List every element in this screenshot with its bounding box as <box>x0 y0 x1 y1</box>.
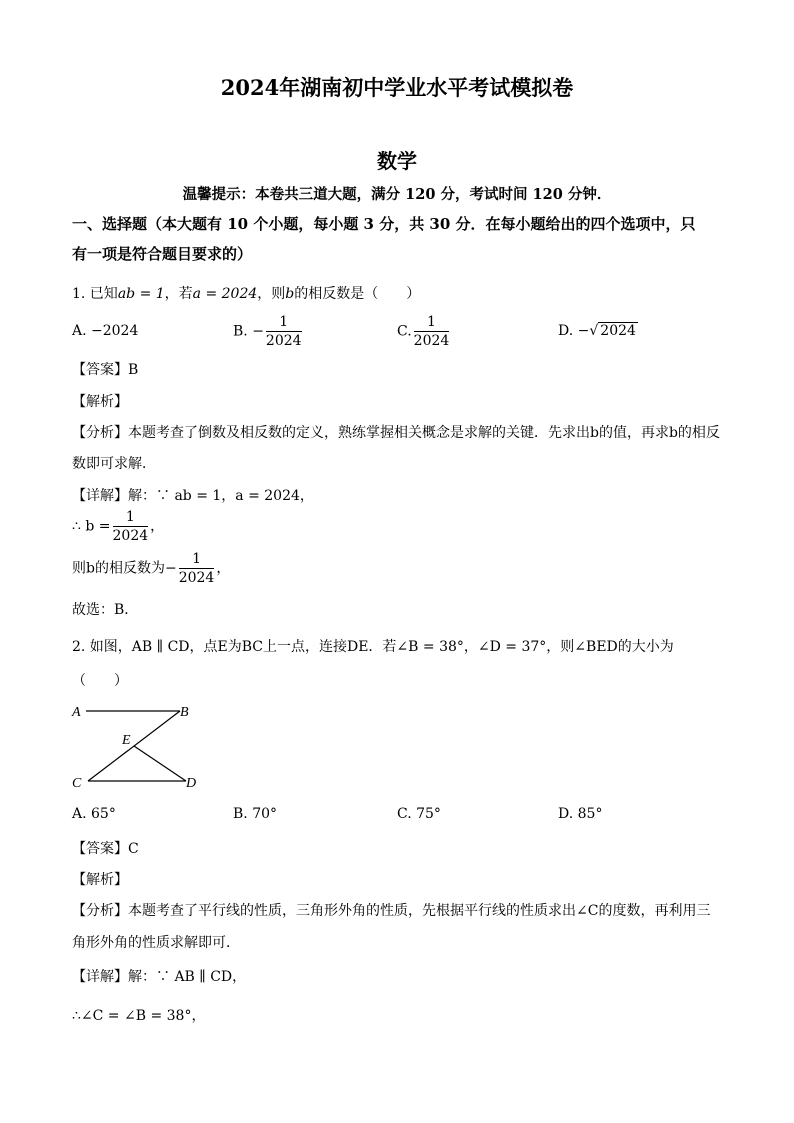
q1-math-a: a = 2024 <box>192 286 258 302</box>
q1-option-c <box>397 313 451 350</box>
q2-detail-line1: 【详解】解：∵ AB ∥ CD， <box>72 969 247 985</box>
q2-option-d: D. 85° <box>558 806 603 822</box>
q2-option-c: C. 75° <box>397 806 441 822</box>
q1-math-b: b <box>285 286 295 302</box>
q2-analysis-line2: 角形外角的性质求解即可． <box>72 935 240 951</box>
q1-detail-line4: 故选：B． <box>72 602 139 618</box>
q1-option-b-label: B. − <box>233 323 264 340</box>
q1-option-c-num: 1 <box>414 313 450 332</box>
q1-stem-part: 1. 已知 <box>72 286 118 302</box>
q2-stem-line1: 2. 如图，AB ∥ CD，点E为BC上一点，连接DE．若∠B = 38°，∠D = 37°，则∠BED的大小为 <box>72 639 674 655</box>
label-e: E <box>122 733 131 748</box>
q1-option-b-den: 2024 <box>265 333 302 349</box>
q1-detail2-post: ， <box>150 518 165 535</box>
section-heading-line1: 一、选择题（本大题有 10 个小题，每小题 3 分，共 30 分．在每小题给出的四个选项中，只 <box>72 215 696 233</box>
q2-answer: 【答案】C <box>72 841 139 857</box>
q1-detail3-num: 1 <box>179 550 215 569</box>
q2-stem-line2: （ ） <box>72 673 128 689</box>
q1-detail-line1: 【详解】解：∵ ab = 1，a = 2024， <box>72 488 314 504</box>
q1-analysis-line1: 【分析】本题考查了倒数及相反数的定义，熟练掌握相关概念是求解的关键．先求出b的值，再求b的相反 <box>72 425 720 441</box>
q1-detail3-post: ， <box>216 560 231 577</box>
page-title: 2024年湖南初中学业水平考试模拟卷 <box>220 75 574 100</box>
q1-detail3-pre: 则b的相反数为− <box>72 560 177 577</box>
label-c: C <box>72 776 82 791</box>
q1-detail2-num: 1 <box>113 508 149 527</box>
q2-geometry-figure <box>66 698 216 794</box>
q1-analysis-line2: 数即可求解． <box>72 456 156 472</box>
q1-option-b-num: 1 <box>266 313 302 332</box>
q1-detail-line2 <box>72 508 164 545</box>
q2-option-a: A. 65° <box>72 806 116 822</box>
exam-tip: 温馨提示：本卷共三道大题，满分 120 分，考试时间 120 分钟． <box>182 186 612 203</box>
q1-option-c-den: 2024 <box>413 333 450 349</box>
subject-title: 数学 <box>377 149 417 173</box>
q1-detail2-den: 2024 <box>112 528 149 544</box>
q1-option-a: A. −2024 <box>72 323 139 339</box>
label-b: B <box>180 705 189 720</box>
q1-stem-part: ，则 <box>257 286 286 302</box>
q1-detail-line3 <box>72 550 230 587</box>
q2-detail-line2: ∴∠C = ∠B = 38°， <box>72 1008 206 1024</box>
q1-detail2-pre: ∴ b = <box>72 518 111 535</box>
q1-analysis-label: 【解析】 <box>72 394 128 410</box>
q1-option-c-label: C. <box>397 323 412 340</box>
section-heading-line2: 有一项是符合题目要求的） <box>72 245 253 263</box>
q2-option-b: B. 70° <box>233 806 278 822</box>
q1-stem <box>72 283 420 303</box>
q1-option-d: D. −√ 2024 <box>558 323 636 339</box>
q1-option-b <box>233 313 304 350</box>
q1-option-d-radicand: 2024 <box>600 323 636 339</box>
q1-stem-part: ，若 <box>164 286 193 302</box>
q2-analysis-label: 【解析】 <box>72 872 128 888</box>
label-a: A <box>72 705 81 720</box>
q1-answer: 【答案】B <box>72 362 139 378</box>
label-d: D <box>186 776 197 791</box>
q1-stem-part: 的相反数是（ ） <box>294 286 421 302</box>
q1-detail3-den: 2024 <box>178 570 215 586</box>
q1-math-ab: ab = 1 <box>117 286 165 302</box>
segment-ed <box>134 746 186 781</box>
q2-analysis-line1: 【分析】本题考查了平行线的性质，三角形外角的性质，先根据平行线的性质求出∠C的度数，再利用三 <box>72 903 711 919</box>
q1-option-d-label: D. − <box>558 323 590 339</box>
